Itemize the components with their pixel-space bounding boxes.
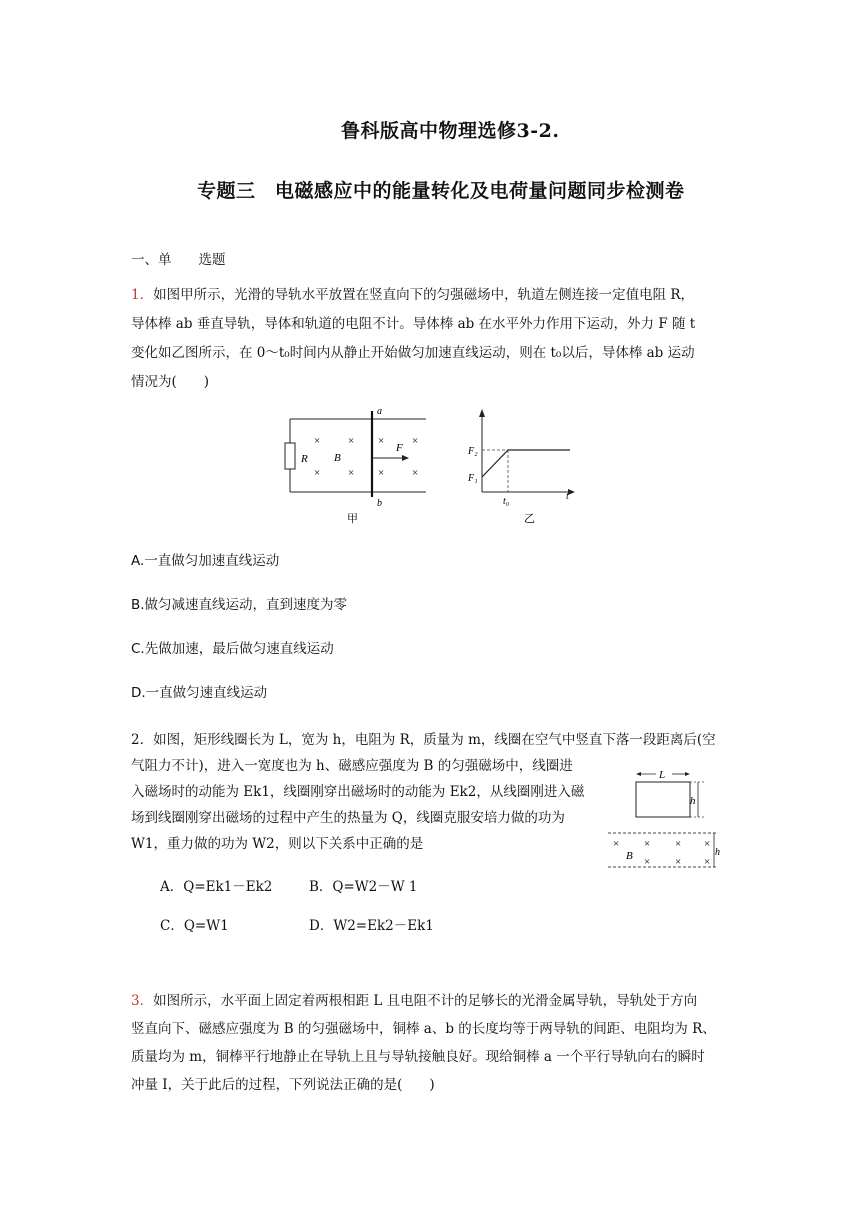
svg-text:b: b: [377, 498, 382, 509]
title-line-1: 鲁科版高中物理选修3-2.: [341, 120, 560, 142]
y-axis-arrow-icon: [479, 409, 485, 417]
svg-text:×: ×: [348, 435, 355, 447]
svg-text:×: ×: [644, 838, 651, 850]
q2-line-5: W1，重力做的功为 W2，则以下关系中正确的是: [131, 836, 424, 852]
q2-choice-a[interactable]: A．Q=Ek1－Ek2: [160, 879, 273, 895]
svg-text:a: a: [377, 406, 382, 417]
svg-text:R: R: [301, 453, 308, 465]
svg-text:×: ×: [378, 467, 385, 479]
q2-choice-c[interactable]: C．Q=W1: [160, 918, 229, 934]
q3-line-3: 质量均为 m，铜棒平行地静止在导轨上且与导轨接触良好。现给铜棒 a 一个平行导轨向右的瞬时: [131, 1049, 705, 1065]
q1-option-d[interactable]: D.一直做匀速直线运动: [131, 685, 268, 701]
q2-line-2: 气阻力不计)，进入一宽度也为 h、磁感应强度为 B 的匀强磁场中，线圈进: [131, 758, 573, 774]
x-axis-arrow-icon: [568, 489, 575, 495]
q1-number: 1．: [131, 287, 154, 303]
svg-text:×: ×: [348, 467, 355, 479]
q3-line-4: 冲量 I，关于此后的过程，下列说法正确的是( ): [131, 1077, 435, 1093]
svg-text:乙: 乙: [524, 513, 535, 525]
q1-option-b[interactable]: B.做匀减速直线运动，直到速度为零: [131, 597, 348, 613]
q2-line-4: 场到线圈刚穿出磁场的过程中产生的热量为 Q，线圈克服安培力做的功为: [131, 810, 565, 826]
svg-text:F₂: F₂: [468, 446, 478, 457]
force-curve: [482, 450, 570, 477]
coil-rectangle: [636, 782, 690, 817]
q2-choice-d[interactable]: D．W2=Ek2－Ek1: [309, 918, 434, 934]
svg-text:×: ×: [378, 435, 385, 447]
q1-line-4: 情况为( ): [131, 374, 210, 390]
svg-text:甲: 甲: [347, 513, 358, 525]
q1-figure-yi: [462, 405, 582, 525]
q2-figure: [606, 764, 726, 874]
svg-text:×: ×: [613, 838, 620, 850]
svg-text:×: ×: [704, 838, 711, 850]
q1-option-a[interactable]: A.一直做匀加速直线运动: [131, 553, 280, 569]
svg-text:L: L: [659, 769, 666, 781]
title-line-2: 专题三 电磁感应中的能量转化及电荷量问题同步检测卷: [197, 180, 685, 202]
svg-text:B: B: [626, 850, 633, 862]
q2-number: 2．: [131, 732, 154, 748]
svg-text:×: ×: [412, 435, 419, 447]
q3-line-1: 3．如图所示，水平面上固定着两根相距 L 且电阻不计的足够长的光滑金属导轨，导轨处于方向: [131, 993, 698, 1009]
svg-text:F₁: F₁: [468, 473, 478, 484]
svg-text:×: ×: [314, 467, 321, 479]
q2-line-3: 入磁场时的动能为 Ek1，线圈刚穿出磁场时的动能为 Ek2，从线圈刚进入磁: [131, 784, 585, 800]
svg-text:t: t: [566, 491, 569, 502]
svg-text:h: h: [715, 847, 720, 858]
svg-text:×: ×: [314, 435, 321, 447]
svg-text:B: B: [334, 452, 341, 464]
svg-text:×: ×: [704, 856, 711, 868]
svg-text:h: h: [690, 795, 696, 807]
q1-option-c[interactable]: C.先做加速，最后做匀速直线运动: [131, 641, 334, 657]
svg-text:×: ×: [412, 467, 419, 479]
section-label: 一、单 选题: [131, 252, 226, 268]
q2-line-1: 2．如图，矩形线圈长为 L，宽为 h，电阻为 R，质量为 m，线圈在空气中竖直下落一段距离后(空: [131, 732, 716, 748]
svg-text:×: ×: [675, 838, 682, 850]
q1-figure-jia: [280, 405, 430, 525]
q1-line-2: 导体棒 ab 垂直导轨，导体和轨道的电阻不计。导体棒 ab 在水平外力作用下运动，外力 F 随 t: [131, 316, 696, 332]
q1-line-3: 变化如乙图所示，在 0～t₀时间内从静止开始做匀加速直线运动，则在 t₀以后，导体棒 ab 运动: [131, 345, 695, 361]
q3-line-2: 竖直向下、磁感应强度为 B 的匀强磁场中，铜棒 a、b 的长度均等于两导轨的间距、电阻均为 R、: [131, 1021, 716, 1037]
arrow-right-icon: [685, 772, 690, 776]
q3-number: 3．: [131, 993, 154, 1009]
svg-text:×: ×: [675, 856, 682, 868]
svg-text:×: ×: [644, 856, 651, 868]
svg-text:t₀: t₀: [503, 496, 510, 507]
force-arrow-icon: [402, 455, 409, 461]
q1-line-1: 1．如图甲所示，光滑的导轨水平放置在竖直向下的匀强磁场中，轨道左侧连接一定值电阻 R，: [131, 287, 695, 303]
svg-text:F: F: [396, 442, 403, 454]
resistor-icon: [285, 443, 295, 469]
q2-choice-b[interactable]: B．Q=W2－W 1: [309, 879, 418, 895]
arrow-left-icon: [636, 772, 641, 776]
